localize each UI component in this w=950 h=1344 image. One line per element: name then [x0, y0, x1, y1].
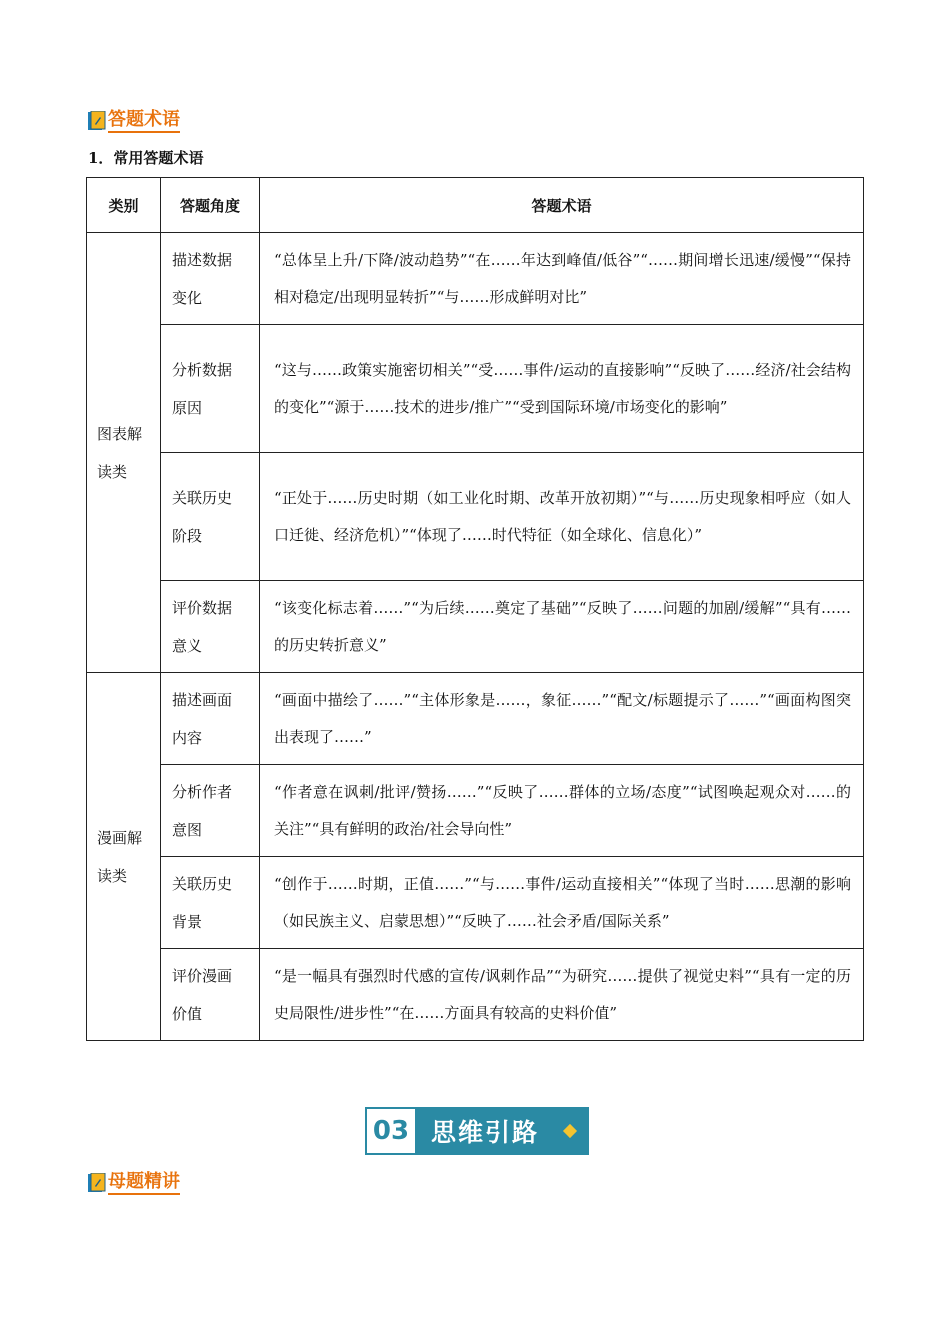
terms-cell: “作者意在讽刺/批评/赞扬……”“反映了……群体的立场/态度”“试图唤起观众对……的关注”“具有鲜明的政治/社会导向性” [260, 765, 864, 857]
angle-cell: 评价数据意义 [161, 581, 260, 673]
table-row [87, 949, 864, 1041]
category-cell: 漫画解读类 [87, 673, 161, 1041]
table-row [87, 857, 864, 949]
banner-title: 思维引路 [431, 1118, 540, 1147]
terms-cell: “总体呈上升/下降/波动趋势”“在……年达到峰值/低谷”“……期间增长迅速/缓慢”“保持相对稳定/出现明显转折”“与……形成鲜明对比” [260, 233, 864, 325]
category-cell: 图表解读类 [87, 233, 161, 673]
terms-cell: “这与……政策实施密切相关”“受……事件/运动的直接影响”“反映了……经济/社会结构的变化”“源于……技术的进步/推广”“受到国际环境/市场变化的影响” [260, 325, 864, 453]
section-heading-mother-question [88, 1170, 180, 1196]
terms-cell: “画面中描绘了……”“主体形象是……，象征……”“配文/标题提示了……”“画面构图突出表现了……” [260, 673, 864, 765]
notebook-icon [88, 1173, 106, 1193]
header-terms: 答题术语 [260, 178, 864, 233]
angle-cell: 描述画面内容 [161, 673, 260, 765]
header-category: 类别 [87, 178, 161, 233]
table-row [87, 453, 864, 581]
section-heading-text: 母题精讲 [108, 1171, 180, 1195]
angle-cell: 分析数据原因 [161, 325, 260, 453]
table-header-row [87, 178, 864, 233]
subtitle: 1．常用答题术语 [88, 149, 204, 167]
table-row [87, 765, 864, 857]
header-angle: 答题角度 [161, 178, 260, 233]
terms-cell: “正处于……历史时期（如工业化时期、改革开放初期）”“与……历史现象相呼应（如人口迁徙、经济危机）”“体现了……时代特征（如全球化、信息化）” [260, 453, 864, 581]
diamond-icon [563, 1124, 577, 1138]
section-banner [365, 1107, 589, 1155]
table-row [87, 233, 864, 325]
angle-cell: 关联历史背景 [161, 857, 260, 949]
terms-cell: “创作于……时期，正值……”“与……事件/运动直接相关”“体现了当时……思潮的影响（如民族主义、启蒙思想）”“反映了……社会矛盾/国际关系” [260, 857, 864, 949]
table-row [87, 325, 864, 453]
table-row [87, 673, 864, 765]
answer-terms-table [86, 177, 864, 1041]
angle-cell: 分析作者意图 [161, 765, 260, 857]
section-heading-answer-terms [88, 108, 180, 134]
angle-cell: 关联历史阶段 [161, 453, 260, 581]
notebook-icon [88, 111, 106, 131]
angle-cell: 评价漫画价值 [161, 949, 260, 1041]
table-row [87, 581, 864, 673]
terms-cell: “该变化标志着……”“为后续……奠定了基础”“反映了……问题的加剧/缓解”“具有……的历史转折意义” [260, 581, 864, 673]
section-heading-text: 答题术语 [108, 109, 180, 133]
terms-cell: “是一幅具有强烈时代感的宣传/讽刺作品”“为研究……提供了视觉史料”“具有一定的历史局限性/进步性”“在……方面具有较高的史料价值” [260, 949, 864, 1041]
angle-cell: 描述数据变化 [161, 233, 260, 325]
banner-number: 03 [367, 1109, 415, 1153]
